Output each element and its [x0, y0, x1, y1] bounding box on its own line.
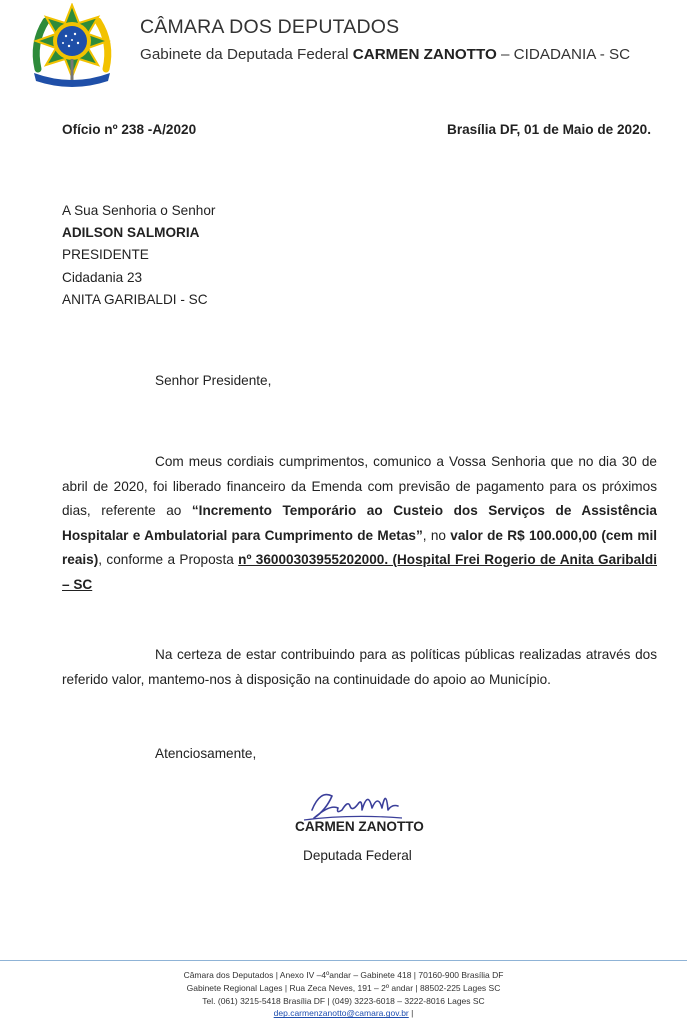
p1-text-e: , conforme a Proposta: [98, 552, 239, 567]
recipient-city: ANITA GARIBALDI - SC: [62, 291, 208, 307]
salutation: Senhor Presidente,: [155, 373, 272, 388]
p1-amount: valor de R$ 100.000,00 (cem mil reais): [62, 527, 658, 567]
recipient-org: Cidadania 23: [62, 269, 143, 285]
deputy-name: CARMEN ZANOTTO: [352, 46, 497, 63]
recipient-title: PRESIDENTE: [62, 247, 149, 263]
office-subtitle-suffix: – CIDADANIA - SC: [496, 46, 631, 63]
p1-text-a: Com meus cordiais cumprimentos, comunico a Vossa Senhoria que no dia 30 de abril de 2020, foi liberado financeiro da Emenda com previsão de pagamento para os próximos dias, referente ao: [62, 454, 657, 518]
recipient-block: [62, 200, 215, 311]
page-title: CÂMARA DOS DEPUTADOS: [140, 16, 400, 38]
footer: [0, 969, 687, 1020]
signatory-name: CARMEN ZANOTTO: [295, 819, 424, 834]
recipient-name: ADILSON SALMORIA: [62, 225, 200, 241]
brazil-coat-of-arms-icon: [28, 3, 116, 87]
footer-divider: [0, 960, 687, 961]
footer-email-suffix: |: [408, 1008, 414, 1019]
document-date: Brasília DF, 01 de Maio de 2020.: [447, 122, 651, 137]
footer-email-line: [0, 1007, 687, 1020]
footer-address-lages: Gabinete Regional Lages | Rua Zeca Neves, 191 – 2º andar | 88502-225 Lages SC: [186, 982, 501, 993]
body-paragraph-1: [62, 450, 657, 597]
p1-text-c: , no: [422, 527, 451, 543]
footer-phones: Tel. (061) 3215-5418 Brasília DF | (049) 3223-6018 – 3222-8016 Lages SC: [202, 995, 485, 1006]
p1-proposal-number: nº 36000303955202000. (Hospital Frei Rogerio de Anita Garibaldi – SC: [62, 552, 657, 592]
document-number: Ofício nº 238 -A/2020: [62, 122, 197, 137]
body-paragraph-2: Na certeza de estar contribuindo para as políticas públicas realizadas através dos referido valor, mantemo-nos à disposição na continuidade do apoio ao Município.: [62, 647, 657, 687]
office-subtitle-prefix: Gabinete da Deputada Federal: [140, 46, 353, 63]
recipient-greeting: A Sua Senhoria o Senhor: [62, 203, 216, 218]
signatory-role: Deputada Federal: [303, 848, 412, 863]
footer-address-brasilia: Câmara dos Deputados | Anexo IV –4ºandar – Gabinete 418 | 70160-900 Brasília DF: [183, 970, 504, 980]
p1-program-name: “Incremento Temporário ao Custeio dos Serviços de Assistência Hospitalar e Ambulatorial para Cumprimento de Metas”: [62, 503, 657, 543]
footer-email-link[interactable]: dep.carmenzanotto@camara.gov.br: [273, 1008, 409, 1019]
closing: Atenciosamente,: [155, 746, 257, 761]
office-subtitle: [140, 46, 630, 63]
